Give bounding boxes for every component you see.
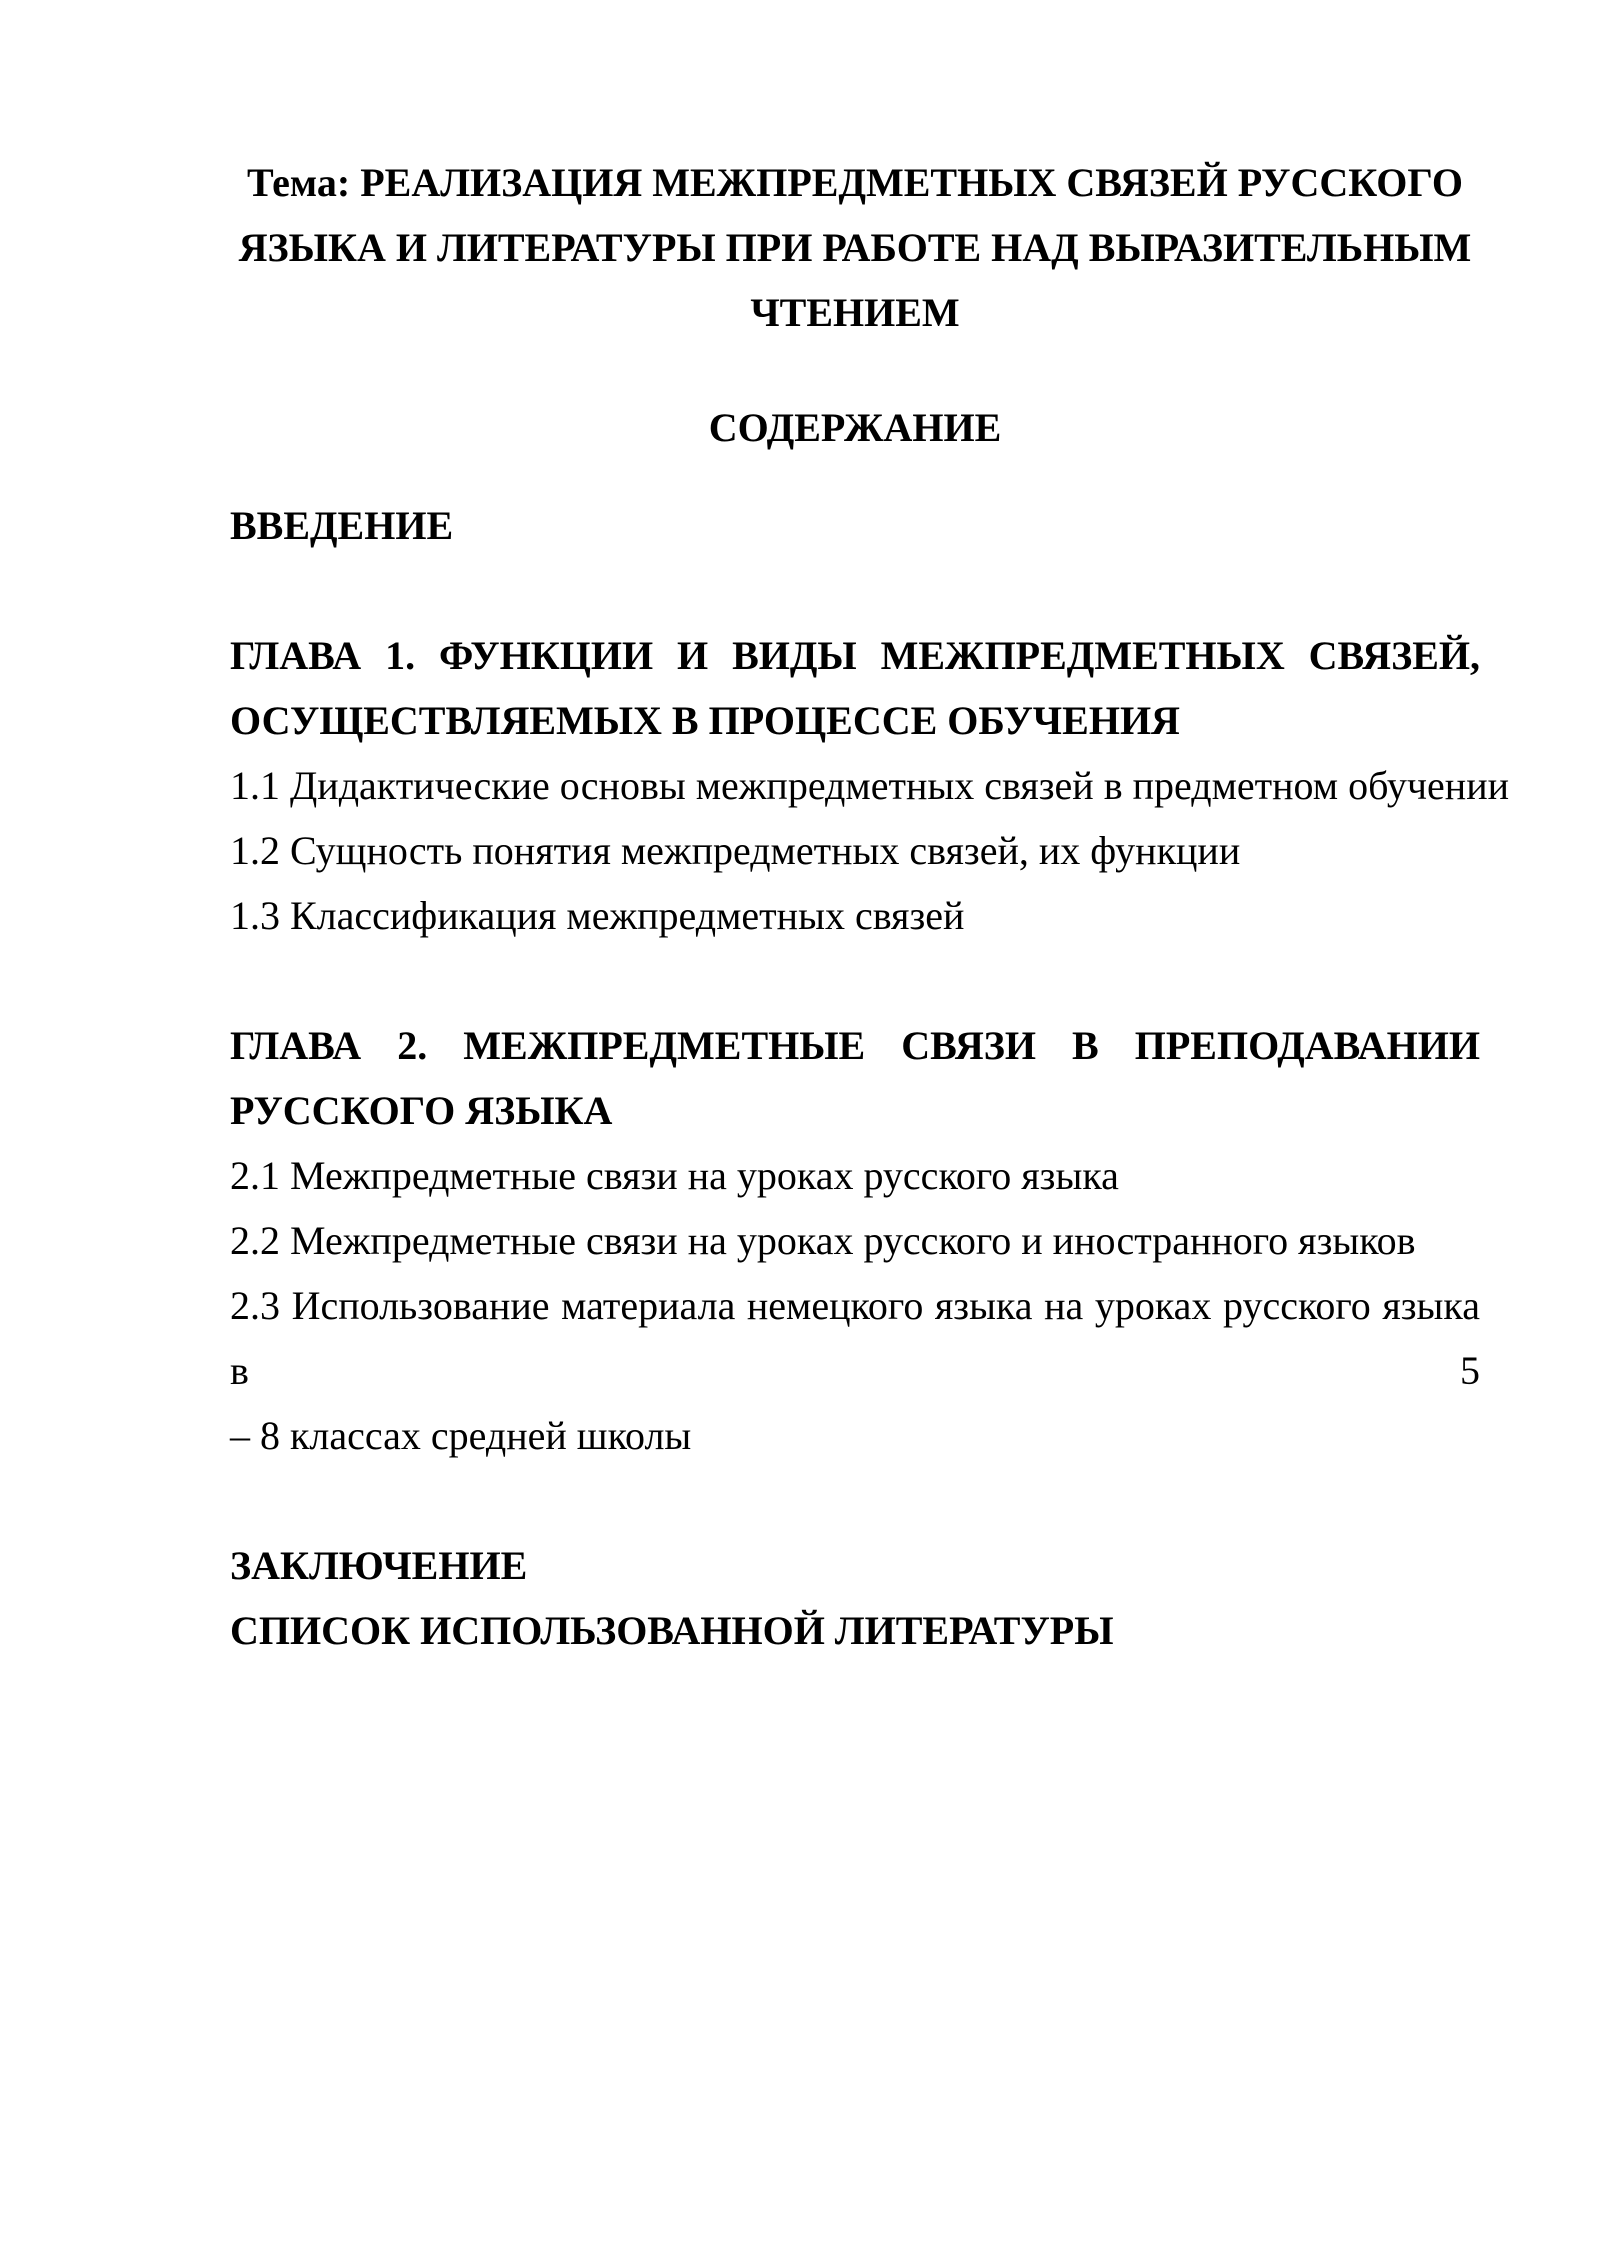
toc-chapter1-items	[230, 753, 1510, 948]
contents-heading: СОДЕРЖАНИЕ	[708, 405, 1002, 450]
toc-item-1-3: 1.3 Классификация межпредметных связей	[230, 893, 965, 938]
title-line-2: ЯЗЫКА И ЛИТЕРАТУРЫ ПРИ РАБОТЕ НАД ВЫРАЗИТЕЛЬНЫМ	[238, 225, 1472, 270]
toc-chapter1-heading-line1: ГЛАВА 1. ФУНКЦИИ И ВИДЫ МЕЖПРЕДМЕТНЫХ СВЯЗЕЙ,	[230, 633, 1480, 678]
toc-chapter2-heading-line2: РУССКОГО ЯЗЫКА	[230, 1088, 613, 1133]
toc-references: СПИСОК ИСПОЛЬЗОВАННОЙ ЛИТЕРАТУРЫ	[230, 1608, 1114, 1653]
toc-chapter2-items	[230, 1143, 1480, 1468]
toc-chapter2-heading-line1: ГЛАВА 2. МЕЖПРЕДМЕТНЫЕ СВЯЗИ В ПРЕПОДАВАНИИ	[230, 1023, 1480, 1068]
table-of-contents	[230, 493, 1510, 1663]
page-title	[230, 150, 1480, 345]
toc-chapter1-heading	[230, 623, 1480, 753]
toc-conclusion: ЗАКЛЮЧЕНИЕ	[230, 1543, 528, 1588]
toc-item-2-3-line2: – 8 классах средней школы	[230, 1413, 692, 1458]
toc-chapter2-heading	[230, 1013, 1480, 1143]
title-line-3: ЧТЕНИЕМ	[750, 290, 960, 335]
document-content	[230, 0, 1510, 1663]
toc-item-1-2: 1.2 Сущность понятия межпредметных связей, их функции	[230, 828, 1241, 873]
toc-item-2-2: 2.2 Межпредметные связи на уроках русского и иностранного языков	[230, 1218, 1416, 1263]
title-line-1: Тема: РЕАЛИЗАЦИЯ МЕЖПРЕДМЕТНЫХ СВЯЗЕЙ РУССКОГО	[247, 160, 1463, 205]
toc-item-2-3-line1: 2.3 Использование материала немецкого языка на уроках русского языка в 5	[230, 1283, 1480, 1393]
toc-item-2-1: 2.1 Межпредметные связи на уроках русского языка	[230, 1153, 1119, 1198]
toc-chapter1-heading-line2: ОСУЩЕСТВЛЯЕМЫХ В ПРОЦЕССЕ ОБУЧЕНИЯ	[230, 698, 1180, 743]
toc-introduction: ВВЕДЕНИЕ	[230, 503, 454, 548]
toc-item-1-1: 1.1 Дидактические основы межпредметных связей в предметном обучении	[230, 763, 1510, 808]
